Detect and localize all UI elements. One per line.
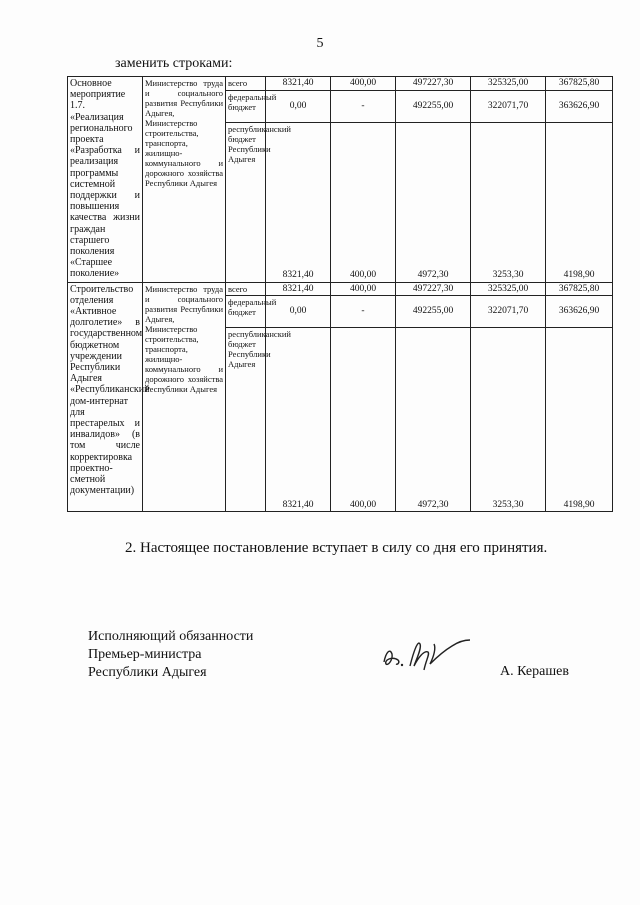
value-cell: 3253,30: [471, 328, 546, 512]
value-cell: 4972,30: [396, 122, 471, 282]
executor-cell: Министерство труда и социального развития Республики Адыгея, Министерство строительства, транспорта, жилищно-коммунального и дорожного хозяйства Республики Адыгея: [143, 282, 226, 512]
source-label-cell: республиканский бюджет Республики Адыгея: [226, 122, 266, 282]
signature-title-block: [88, 628, 253, 682]
signature-title-line: Премьер-министра: [88, 647, 202, 662]
value-cell: 400,00: [331, 122, 396, 282]
page-number: 5: [316, 36, 324, 51]
value-cell: 8321,40: [266, 328, 331, 512]
measure-name-cell: Основное мероприятие 1.7. «Реализация регионального проекта «Разработка и реализация программы системной поддержки и повышения качества жизни граждан старшего поколения «Старшее поколение»: [68, 77, 143, 283]
source-label-cell: федеральный бюджет: [226, 90, 266, 122]
measure-name-cell: Строительство отделения «Активное долголетие» в государственном бюджетном учреждении Республики Адыгея «Республиканский дом-интернат для престарелых и инвалидов» (в том числе корректировка проектно-сметной документации): [68, 282, 143, 512]
intro-text: заменить строками:: [115, 56, 233, 71]
source-label-cell: всего: [226, 282, 266, 296]
source-label-cell: федеральный бюджет: [226, 296, 266, 328]
value-cell: 0,00: [266, 90, 331, 122]
value-cell: 4198,90: [546, 328, 613, 512]
table-row: [68, 282, 613, 296]
value-cell: 4198,90: [546, 122, 613, 282]
value-cell: -: [331, 296, 396, 328]
value-cell: 322071,70: [471, 90, 546, 122]
value-cell: -: [331, 90, 396, 122]
point-2-text: 2. Настоящее постановление вступает в силу со дня его принятия.: [125, 540, 548, 556]
value-cell: 367825,80: [546, 77, 613, 91]
value-cell: 367825,80: [546, 282, 613, 296]
value-cell: 492255,00: [396, 90, 471, 122]
value-cell: 497227,30: [396, 282, 471, 296]
value-cell: 0,00: [266, 296, 331, 328]
source-label-cell: республиканский бюджет Республики Адыгея: [226, 328, 266, 512]
value-cell: 325325,00: [471, 282, 546, 296]
handwritten-signature: [378, 630, 478, 680]
value-cell: 400,00: [331, 328, 396, 512]
value-cell: 492255,00: [396, 296, 471, 328]
value-cell: 322071,70: [471, 296, 546, 328]
value-cell: 363626,90: [546, 90, 613, 122]
value-cell: 8321,40: [266, 282, 331, 296]
signature-title-line: Республики Адыгея: [88, 665, 207, 680]
value-cell: 4972,30: [396, 328, 471, 512]
value-cell: 363626,90: [546, 296, 613, 328]
value-cell: 8321,40: [266, 122, 331, 282]
signature-title-line: Исполняющий обязанности: [88, 629, 254, 644]
value-cell: 8321,40: [266, 77, 331, 91]
value-cell: 400,00: [331, 282, 396, 296]
value-cell: 3253,30: [471, 122, 546, 282]
table-row: [68, 77, 613, 91]
value-cell: 400,00: [331, 77, 396, 91]
executor-cell: Министерство труда и социального развития Республики Адыгея, Министерство строительства, транспорта, жилищно-коммунального и дорожного хозяйства Республики Адыгея: [143, 77, 226, 283]
source-label-cell: всего: [226, 77, 266, 91]
program-table: [67, 76, 613, 512]
value-cell: 325325,00: [471, 77, 546, 91]
value-cell: 497227,30: [396, 77, 471, 91]
signer-name: А. Керашев: [500, 664, 569, 679]
